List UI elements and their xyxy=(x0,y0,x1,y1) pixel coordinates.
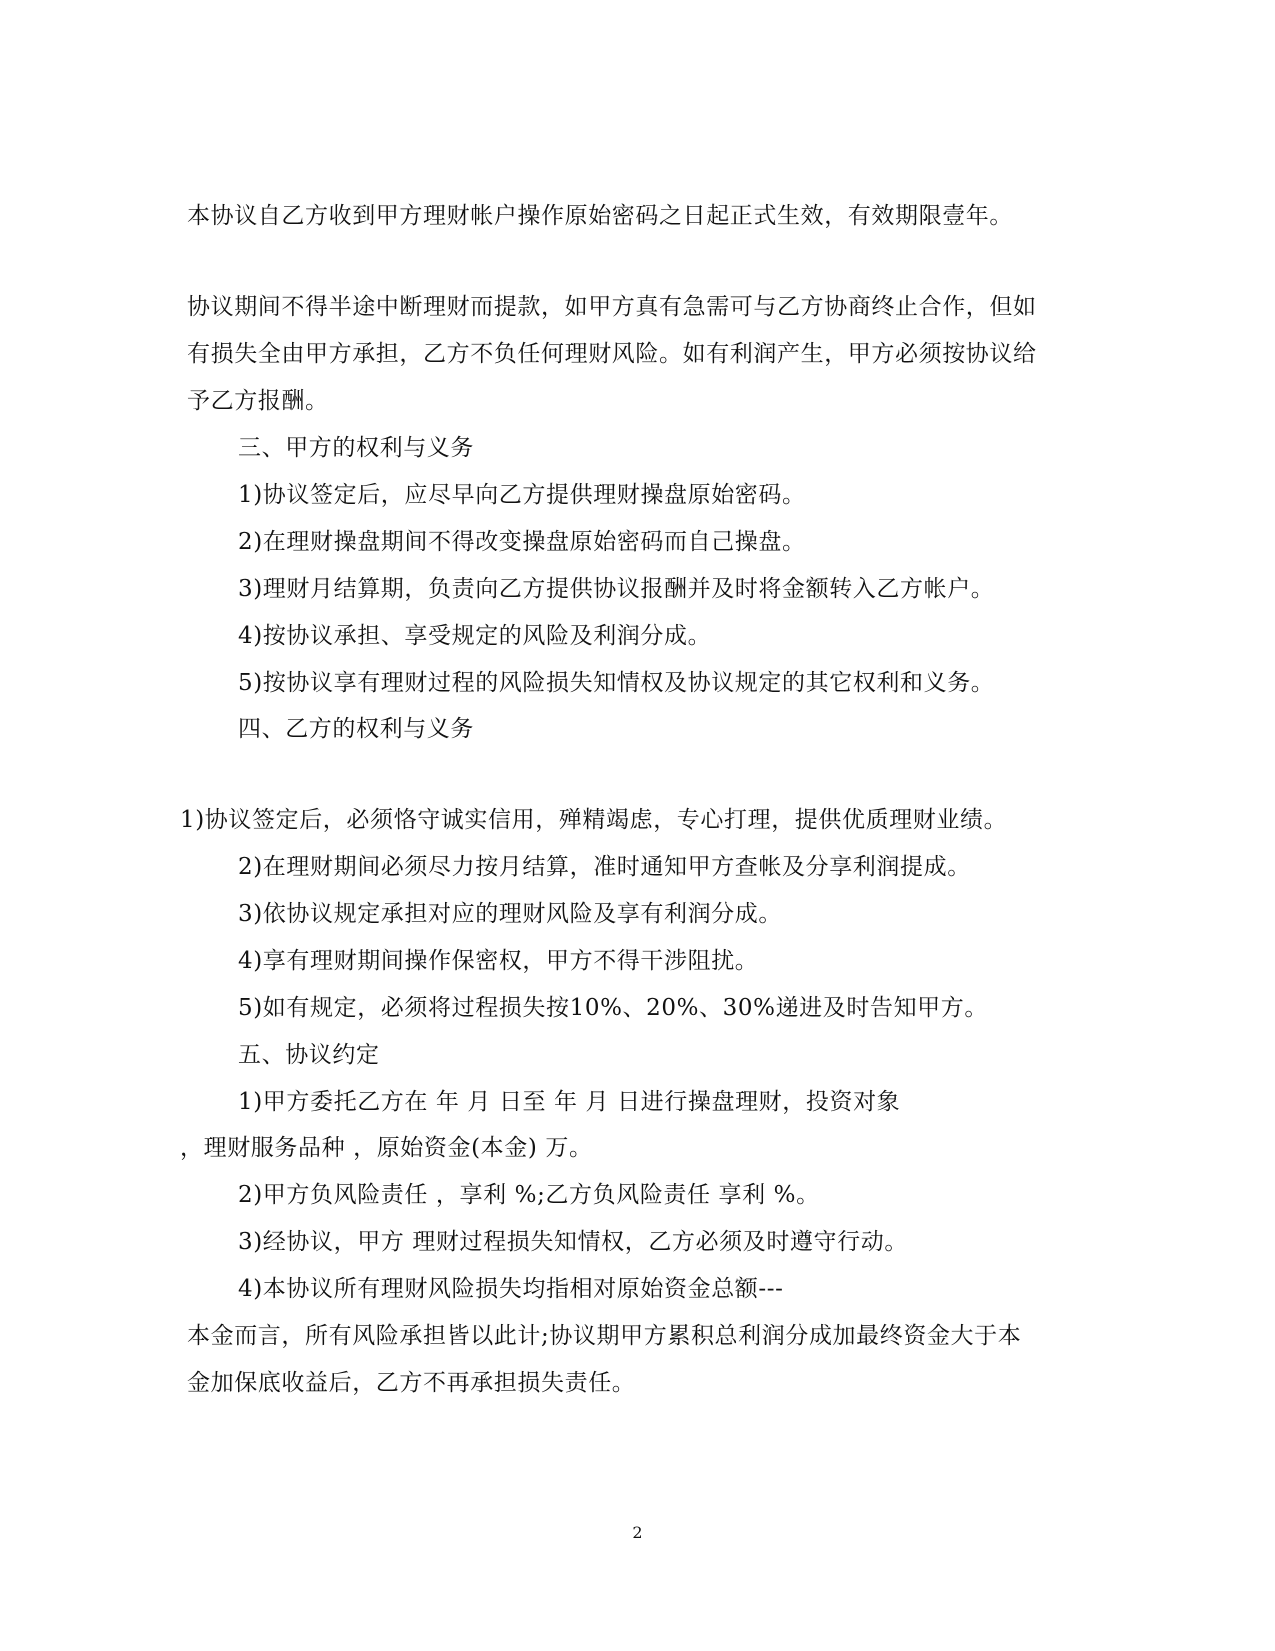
section-heading-party-a: 三、甲方的权利与义务 xyxy=(238,435,474,461)
paragraph-effective-date: 本协议自乙方收到甲方理财帐户操作原始密码之日起正式生效，有效期限壹年。 xyxy=(187,203,1013,229)
paragraph-withdrawal-line-2: 有损失全由甲方承担，乙方不负任何理财风险。如有利润产生，甲方必须按协议给 xyxy=(187,341,1037,367)
list-item: 4)本协议所有理财风险损失均指相对原始资金总额--- xyxy=(238,1276,784,1302)
list-item: 1)协议签定后，必须恪守诚实信用，殚精竭虑，专心打理，提供优质理财业绩。 xyxy=(180,807,1008,833)
list-item: 5)按协议享有理财过程的风险损失知情权及协议规定的其它权利和义务。 xyxy=(238,670,995,696)
list-item-continuation: 本金而言，所有风险承担皆以此计;协议期甲方累积总利润分成加最终资金大于本 xyxy=(187,1323,1022,1349)
list-item-continuation: 金加保底收益后，乙方不再承担损失责任。 xyxy=(187,1370,636,1396)
list-item: 1)协议签定后，应尽早向乙方提供理财操盘原始密码。 xyxy=(238,482,806,508)
list-item: 2)在理财期间必须尽力按月结算，准时通知甲方查帐及分享利润提成。 xyxy=(238,854,971,880)
list-item: 3)理财月结算期，负责向乙方提供协议报酬并及时将金额转入乙方帐户。 xyxy=(238,576,995,602)
list-item: 3)经协议，甲方 理财过程损失知情权，乙方必须及时遵守行动。 xyxy=(238,1229,908,1255)
section-heading-agreement: 五、协议约定 xyxy=(238,1042,380,1068)
list-item: 5)如有规定，必须将过程损失按10%、20%、30%递进及时告知甲方。 xyxy=(238,995,988,1021)
list-item: 1)甲方委托乙方在 年 月 日至 年 月 日进行操盘理财，投资对象 xyxy=(238,1089,901,1115)
list-item: 3)依协议规定承担对应的理财风险及享有利润分成。 xyxy=(238,901,783,927)
paragraph-withdrawal-line-1: 协议期间不得半途中断理财而提款，如甲方真有急需可与乙方协商终止合作，但如 xyxy=(187,294,1037,320)
list-item: 2)在理财操盘期间不得改变操盘原始密码而自己操盘。 xyxy=(238,529,806,555)
list-item: 4)享有理财期间操作保密权，甲方不得干涉阻扰。 xyxy=(238,948,759,974)
page-number: 2 xyxy=(632,1523,643,1542)
list-item-continuation: ，理财服务品种 ，原始资金(本金) 万。 xyxy=(180,1135,593,1161)
section-heading-party-b: 四、乙方的权利与义务 xyxy=(238,716,474,742)
paragraph-withdrawal-line-3: 予乙方报酬。 xyxy=(187,388,329,414)
list-item: 4)按协议承担、享受规定的风险及利润分成。 xyxy=(238,623,712,649)
list-item: 2)甲方负风险责任 ，享利 %;乙方负风险责任 享利 %。 xyxy=(238,1182,820,1208)
